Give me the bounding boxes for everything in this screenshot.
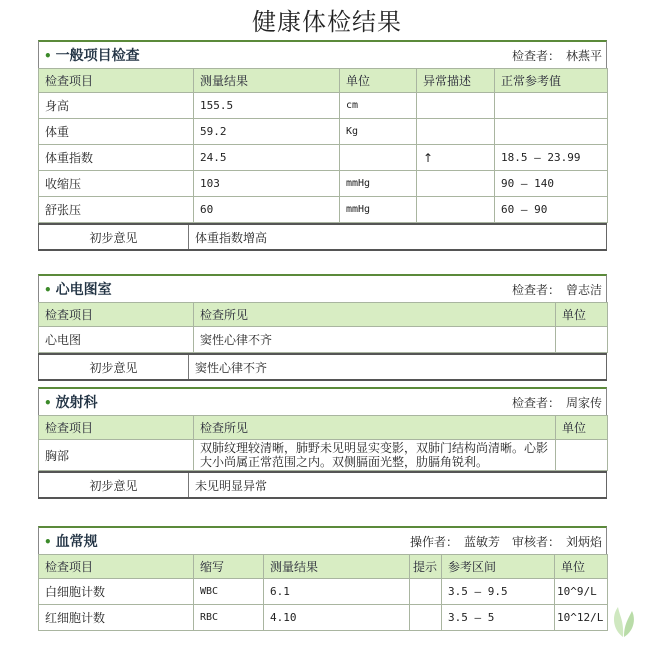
- result-value: 60: [194, 197, 340, 223]
- general-exam-section: [38, 40, 607, 251]
- preliminary-opinion: [38, 471, 607, 499]
- table-row: [39, 605, 608, 631]
- blood-routine-section: [38, 526, 607, 631]
- reviewer-name: 刘炳焰: [565, 534, 602, 549]
- radiology-section: [38, 387, 607, 499]
- page-title: 健康体检结果: [252, 8, 402, 36]
- result-value: 6.1: [264, 579, 410, 605]
- unit-value: [556, 440, 608, 471]
- column-header: 测量结果: [264, 555, 410, 579]
- table-row: [39, 145, 608, 171]
- bullet-icon: •: [44, 283, 52, 297]
- ecg-table: [38, 302, 608, 353]
- operator-reviewer-info: 操作者： 蓝敏芳 审核者： 刘炳焰: [409, 534, 602, 549]
- prelim-label: 初步意见: [39, 354, 189, 380]
- column-header: 检查项目: [39, 303, 194, 327]
- general-exam-table: [38, 68, 608, 223]
- column-header: 测量结果: [194, 69, 340, 93]
- item-name: 体重指数: [39, 145, 194, 171]
- checker-name: 曾志洁: [565, 282, 602, 297]
- item-name: 体重: [39, 119, 194, 145]
- table-header-row: [39, 416, 608, 440]
- leaf-logo-icon: [608, 603, 638, 639]
- unit-value: [340, 145, 417, 171]
- section-header: [38, 387, 607, 415]
- column-header: 检查所见: [194, 303, 556, 327]
- blood-routine-table: [38, 554, 608, 631]
- prelim-label: 初步意见: [39, 224, 189, 250]
- operator-name: 蓝敏芳: [463, 534, 500, 549]
- column-header: 正常参考值: [495, 69, 608, 93]
- column-header: 单位: [555, 555, 608, 579]
- unit-value: mmHg: [340, 197, 417, 223]
- prelim-label: 初步意见: [39, 472, 189, 498]
- column-header: 提示: [410, 555, 442, 579]
- hint: [410, 579, 442, 605]
- prelim-text: 未见明显异常: [195, 478, 268, 493]
- item-name: 胸部: [39, 440, 194, 471]
- column-header: 参考区间: [442, 555, 555, 579]
- column-header: 检查项目: [39, 416, 194, 440]
- column-header: 缩写: [194, 555, 264, 579]
- item-name: 白细胞计数: [39, 579, 194, 605]
- abbreviation: RBC: [194, 605, 264, 631]
- result-value: 59.2: [194, 119, 340, 145]
- unit-value: mmHg: [340, 171, 417, 197]
- item-name: 舒张压: [39, 197, 194, 223]
- checker-info: 检查者： 周家传: [511, 395, 602, 410]
- checker-name: 林燕平: [565, 48, 602, 63]
- table-row: [39, 327, 608, 353]
- reference-range: [495, 93, 608, 119]
- hint: [410, 605, 442, 631]
- result-value: 4.10: [264, 605, 410, 631]
- section-title: 一般项目检查: [55, 48, 140, 64]
- unit-value: 10^9/L: [555, 579, 608, 605]
- column-header: 检查项目: [39, 69, 194, 93]
- column-header: 单位: [556, 416, 608, 440]
- item-name: 心电图: [39, 327, 194, 353]
- reference-range: 18.5 — 23.99: [495, 145, 608, 171]
- table-row: [39, 171, 608, 197]
- table-header-row: [39, 303, 608, 327]
- section-title: 血常规: [55, 534, 98, 550]
- up-arrow-icon: ↑: [417, 145, 495, 171]
- prelim-text: 体重指数增高: [195, 230, 268, 245]
- bullet-icon: •: [44, 535, 52, 549]
- table-row: [39, 93, 608, 119]
- prelim-text: 窦性心律不齐: [195, 360, 268, 375]
- checker-info: 检查者： 林燕平: [511, 48, 602, 63]
- preliminary-opinion: [38, 223, 607, 251]
- abnormal-flag: [417, 93, 495, 119]
- column-header: 检查项目: [39, 555, 194, 579]
- item-name: 收缩压: [39, 171, 194, 197]
- abnormal-flag: [417, 197, 495, 223]
- unit-value: cm: [340, 93, 417, 119]
- column-header: 单位: [556, 303, 608, 327]
- reference-range: [495, 119, 608, 145]
- finding-text: 双肺纹理较清晰，肺野未见明显实变影，双肺门结构尚清晰。心影大小尚属正常范围之内。双侧膈面光整，肋膈角锐利。: [194, 440, 556, 471]
- section-header: [38, 274, 607, 302]
- reference-range: 90 — 140: [495, 171, 608, 197]
- finding-text: 窦性心律不齐: [194, 327, 556, 353]
- abnormal-flag: [417, 171, 495, 197]
- table-header-row: [39, 555, 608, 579]
- checker-info: 检查者： 曾志洁: [511, 282, 602, 297]
- unit-value: 10^12/L: [555, 605, 608, 631]
- bullet-icon: •: [44, 49, 52, 63]
- table-row: [39, 440, 608, 471]
- section-title: 放射科: [55, 395, 98, 411]
- item-name: 红细胞计数: [39, 605, 194, 631]
- unit-value: [556, 327, 608, 353]
- radiology-table: [38, 415, 608, 471]
- checker-name: 周家传: [565, 395, 602, 410]
- section-header: [38, 40, 607, 68]
- unit-value: Kg: [340, 119, 417, 145]
- section-header: [38, 526, 607, 554]
- table-row: [39, 197, 608, 223]
- table-row: [39, 119, 608, 145]
- abnormal-flag: [417, 119, 495, 145]
- bullet-icon: •: [44, 396, 52, 410]
- preliminary-opinion: [38, 353, 607, 381]
- reference-range: 60 — 90: [495, 197, 608, 223]
- result-value: 103: [194, 171, 340, 197]
- reference-range: 3.5 — 9.5: [442, 579, 555, 605]
- reference-range: 3.5 — 5: [442, 605, 555, 631]
- ecg-section: [38, 274, 607, 381]
- table-row: [39, 579, 608, 605]
- column-header: 检查所见: [194, 416, 556, 440]
- column-header: 单位: [340, 69, 417, 93]
- column-header: 异常描述: [417, 69, 495, 93]
- section-title: 心电图室: [55, 282, 112, 298]
- abbreviation: WBC: [194, 579, 264, 605]
- result-value: 155.5: [194, 93, 340, 119]
- result-value: 24.5: [194, 145, 340, 171]
- item-name: 身高: [39, 93, 194, 119]
- table-header-row: [39, 69, 608, 93]
